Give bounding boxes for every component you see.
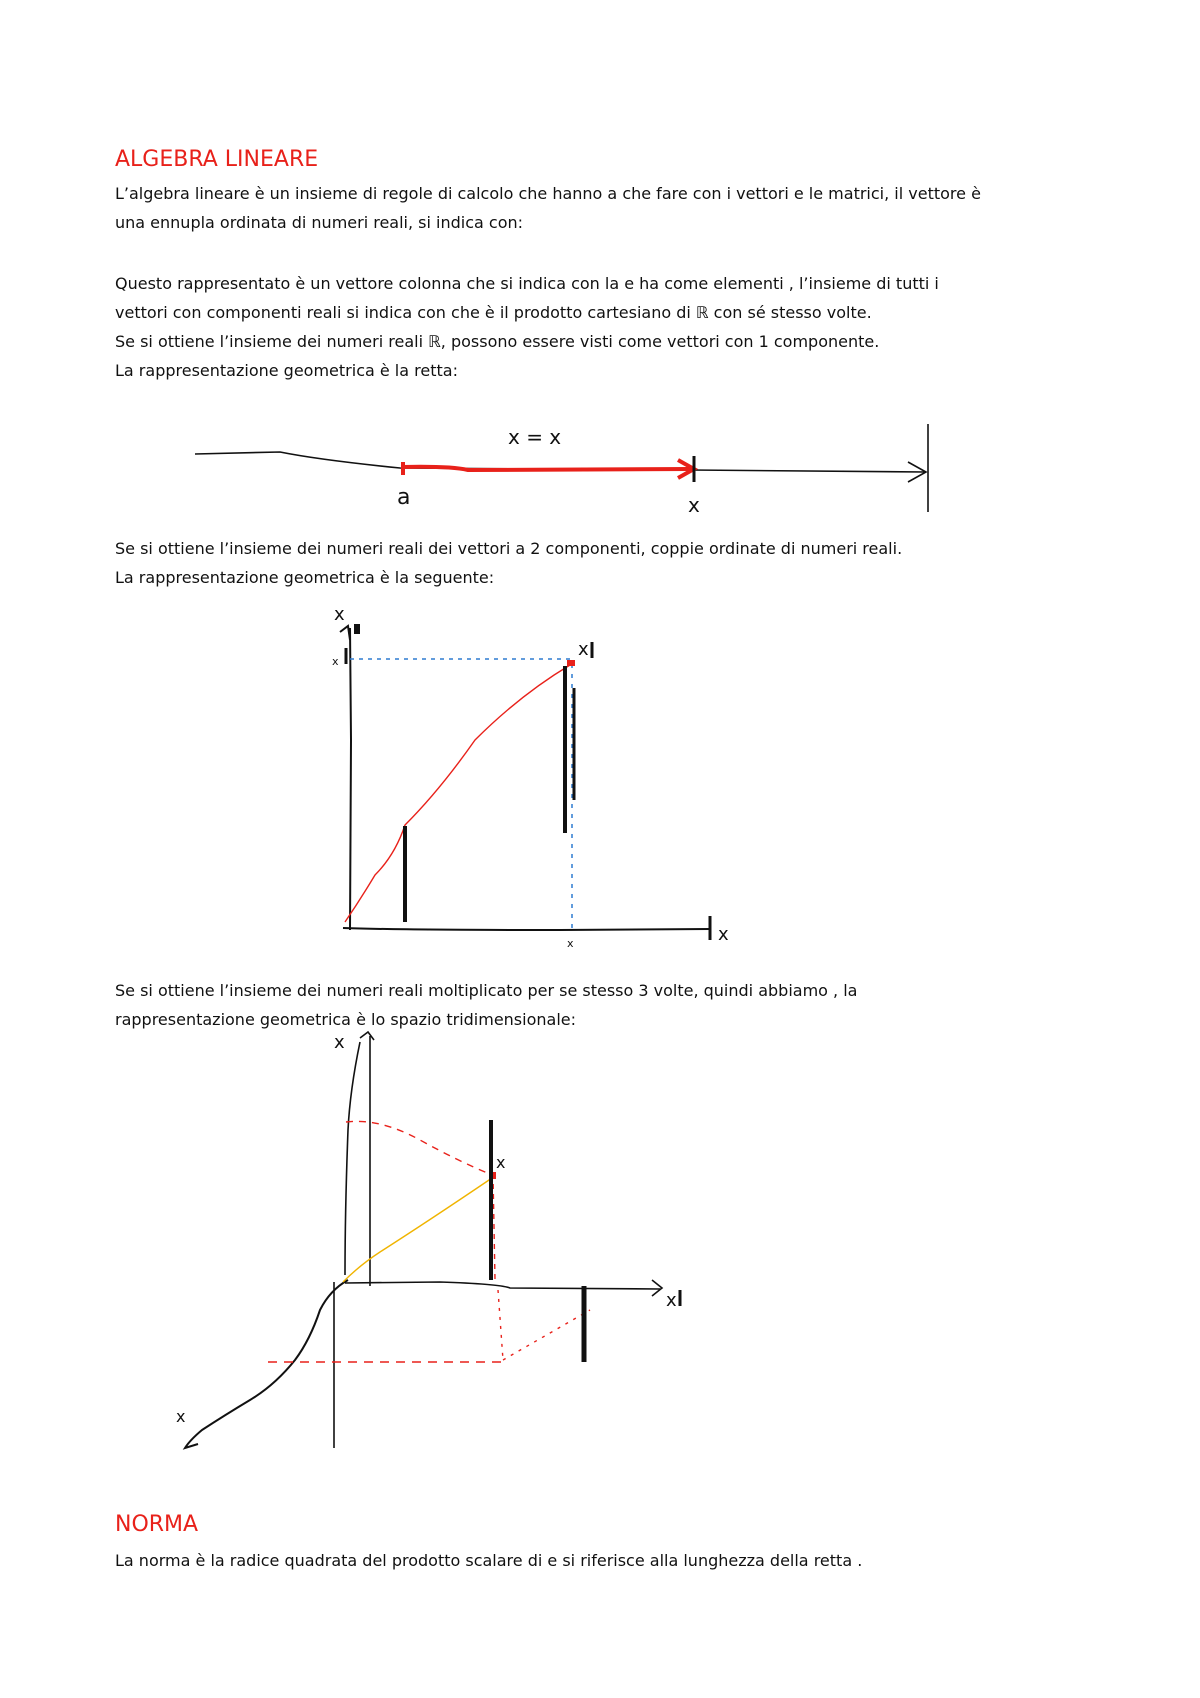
vector-label: x = x	[508, 425, 562, 449]
y-tick-label: x	[332, 655, 339, 668]
space-figure	[0, 1030, 1200, 1460]
text-line: Questo rappresentato è un vettore colonna che si indica con la e ha come elementi , l’insieme di tutti i	[115, 274, 939, 293]
drop-line	[493, 1174, 495, 1280]
point-marker	[567, 660, 575, 666]
intro-paragraph	[115, 179, 1095, 237]
y-axis-mark	[354, 624, 360, 634]
plane-paragraph	[115, 534, 1095, 592]
heading-algebra-lineare: ALGEBRA LINEARE	[115, 147, 319, 172]
text-line: La rappresentazione geometrica è la seguente:	[115, 568, 495, 587]
floor-diagonal	[503, 1310, 590, 1360]
vertical-arrowhead	[360, 1032, 374, 1040]
space-vector	[343, 1178, 492, 1282]
x-axis	[343, 928, 710, 930]
text-line: Se si ottiene l’insieme dei numeri reali dei vettori a 2 componenti, coppie ordinate di numeri reali.	[115, 539, 903, 558]
text-line: rappresentazione geometrica è lo spazio tridimensionale:	[115, 1010, 576, 1029]
vertical-guide	[345, 1042, 360, 1275]
real-line-figure	[0, 420, 1200, 530]
text-line: La norma è la radice quadrata del prodotto scalare di e si riferisce alla lunghezza della retta .	[115, 1551, 863, 1570]
space-paragraph	[115, 976, 1095, 1034]
point-label: x	[496, 1153, 506, 1172]
text-line: La rappresentazione geometrica è la retta:	[115, 361, 458, 380]
horizontal-axis	[345, 1282, 660, 1289]
y-axis	[350, 628, 351, 930]
vector-arrow	[403, 467, 690, 470]
floor-drop	[498, 1290, 503, 1360]
text-line: Se si ottiene l’insieme dei numeri reali ℝ, possono essere visti come vettori con 1 componente.	[115, 332, 880, 351]
vertical-axis-label: x	[334, 1032, 345, 1053]
horizontal-axis-label: x	[666, 1290, 677, 1311]
text-line: vettori con componenti reali si indica con che è il prodotto cartesiano di ℝ con sé stesso volte.	[115, 303, 872, 322]
text-line: Se si ottiene l’insieme dei numeri reali moltiplicato per se stesso 3 volte, quindi abbiamo , la	[115, 981, 858, 1000]
y-axis-label: x	[334, 604, 345, 625]
point-label: x	[578, 639, 589, 660]
vector-paragraph	[115, 269, 1095, 385]
text-line: una ennupla ordinata di numeri reali, si indica con:	[115, 213, 524, 232]
text-line: L’algebra lineare è un insieme di regole di calcolo che hanno a che fare con i vettori e le matrici, il vettore è	[115, 184, 981, 203]
heading-norma: NORMA	[115, 1512, 199, 1537]
x-tick-label: x	[567, 937, 574, 950]
x-axis-label: x	[718, 924, 729, 945]
projection-arc	[346, 1121, 490, 1174]
norma-paragraph	[115, 1546, 1095, 1575]
depth-axis-label: x	[176, 1407, 186, 1426]
depth-axis	[185, 1280, 348, 1448]
vector-curve	[345, 665, 570, 922]
origin-label: a	[397, 485, 411, 510]
plane-figure	[0, 600, 1200, 970]
point-label: x	[688, 493, 700, 517]
horizontal-arrowhead	[652, 1280, 662, 1296]
y-axis-arrowhead	[340, 626, 350, 640]
